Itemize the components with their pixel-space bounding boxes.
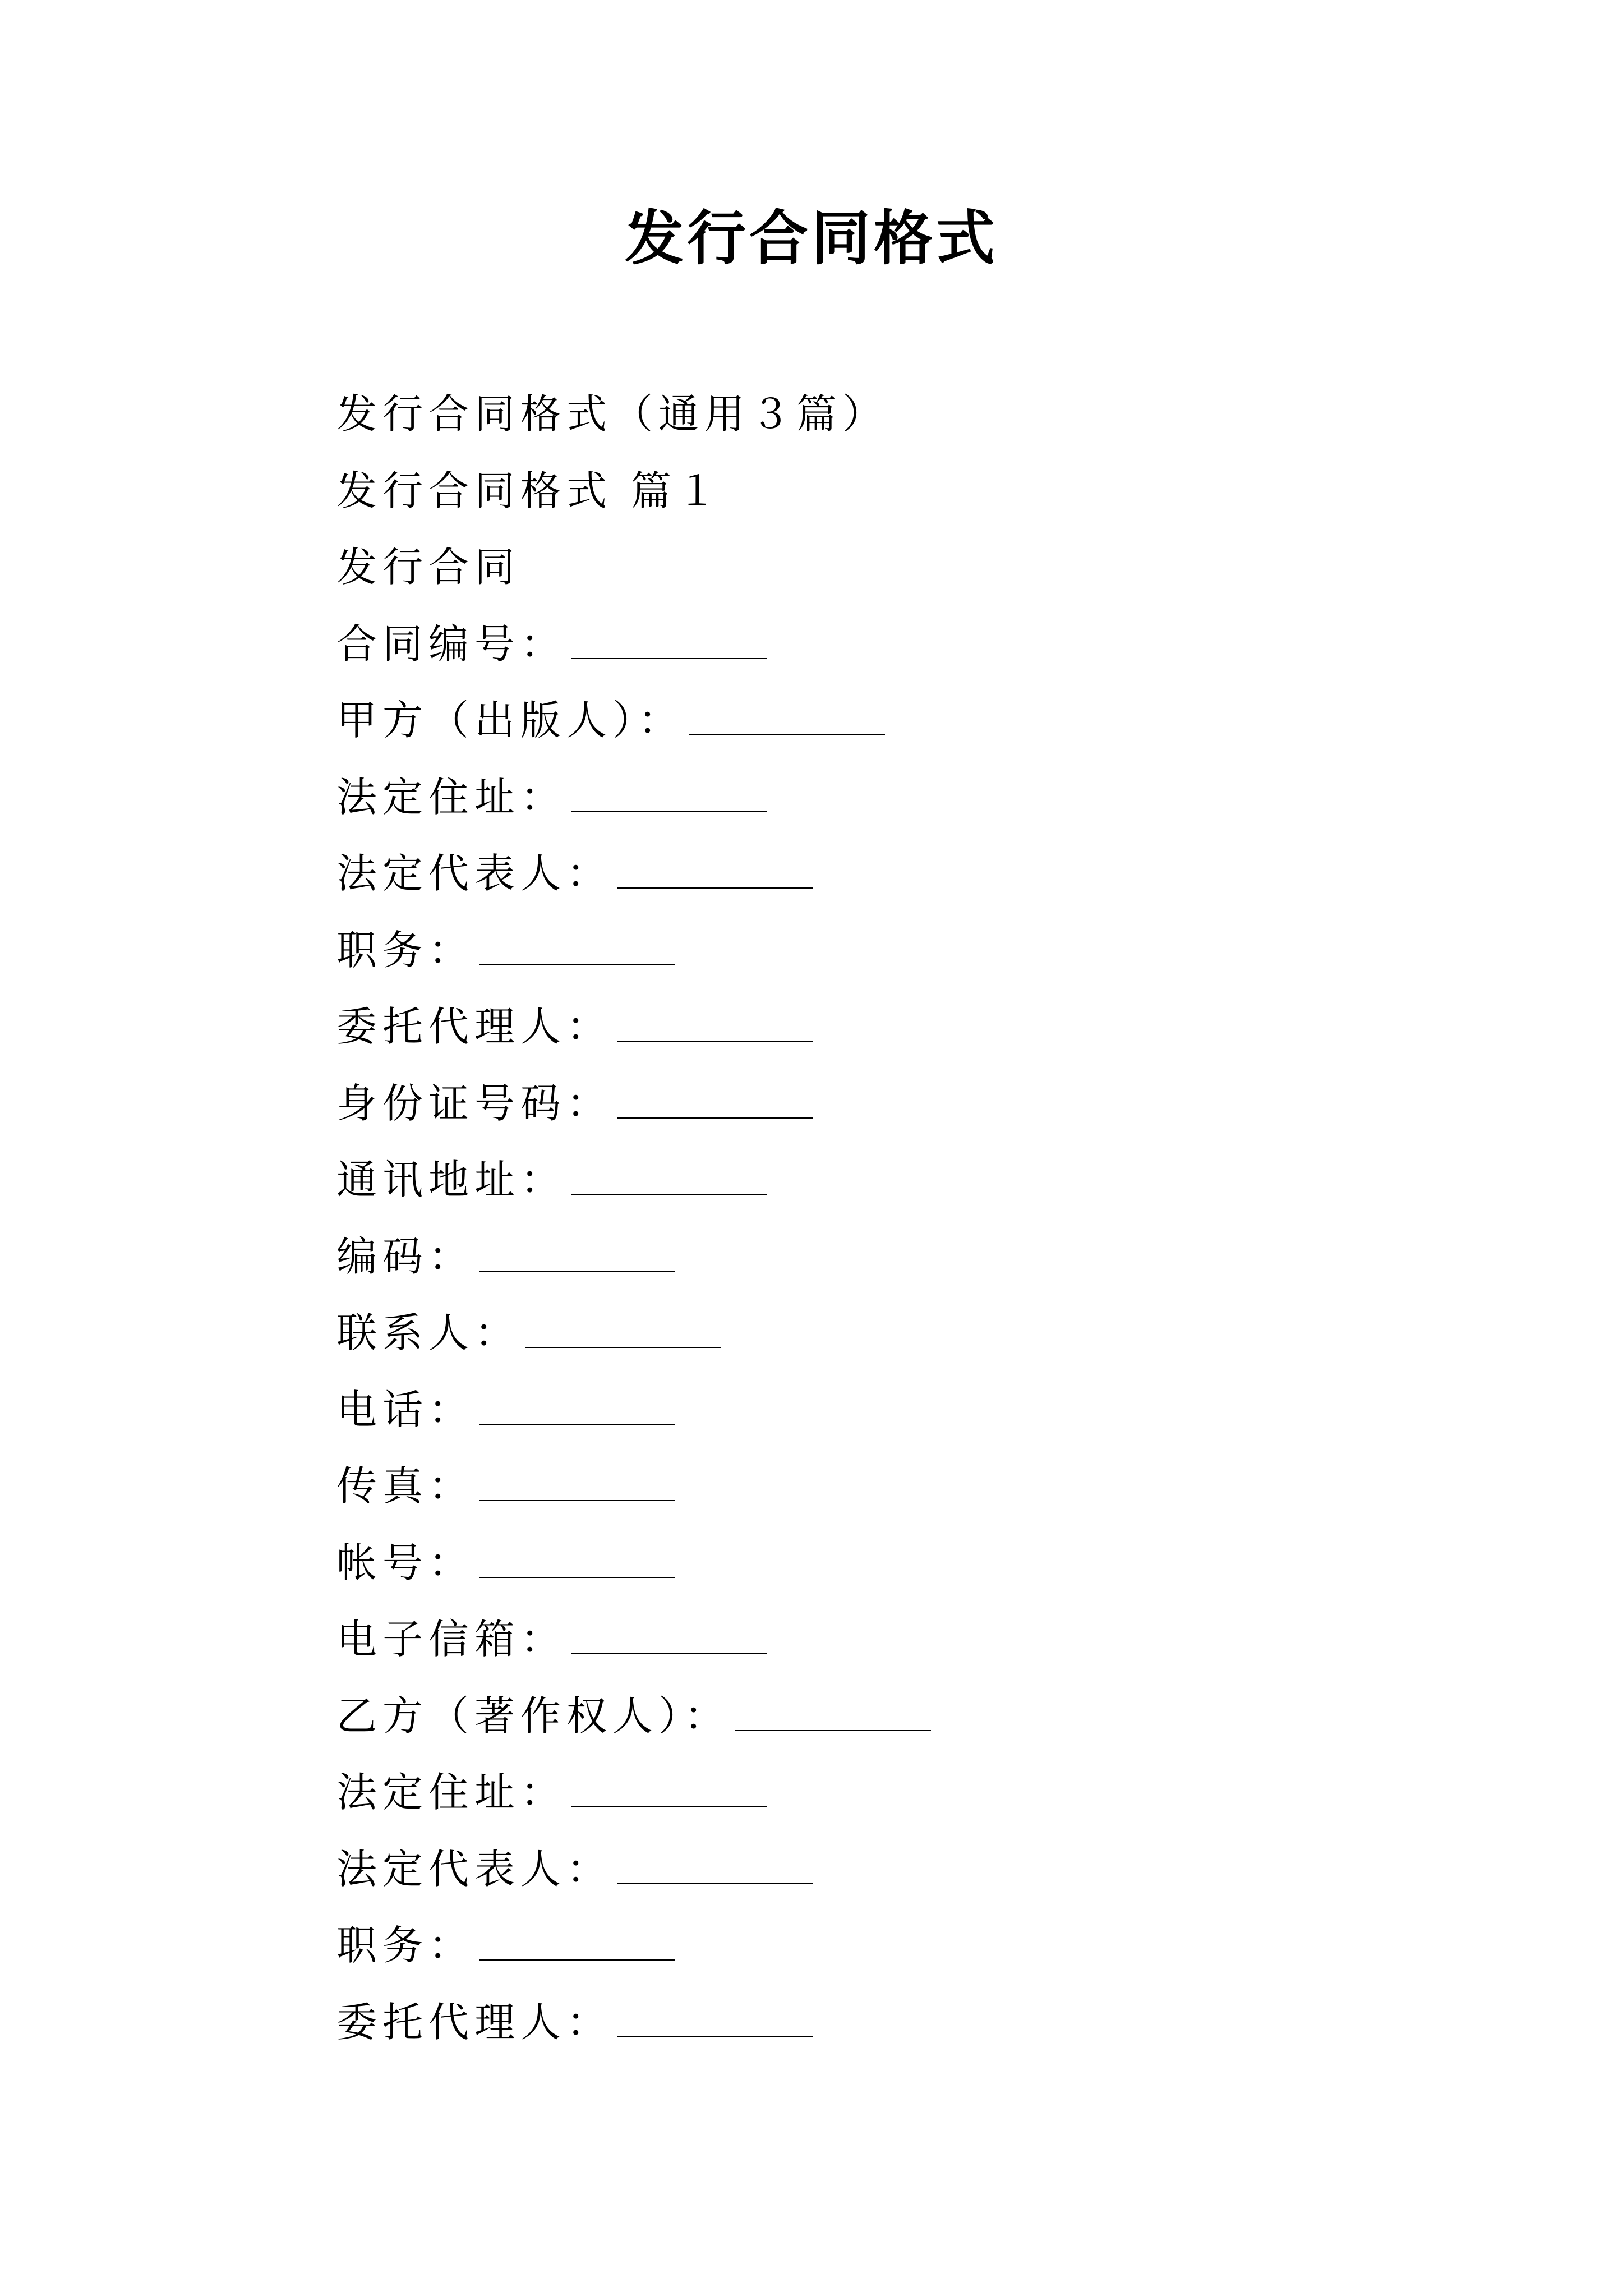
form-field-account <box>336 1525 1458 1602</box>
field-label: 法定代表人： <box>336 1845 613 1893</box>
field-label: 职务： <box>336 926 475 974</box>
field-label: 电话： <box>336 1386 475 1433</box>
field-label: 身份证号码： <box>336 1079 613 1127</box>
text-line: 发行合同格式（通用３篇） <box>336 390 889 438</box>
form-field-agent-a <box>336 988 1458 1065</box>
field-label: 电子信箱： <box>336 1616 567 1663</box>
fill-in-blank <box>617 854 813 889</box>
fill-in-blank <box>479 1390 675 1425</box>
form-field-address-a <box>336 759 1458 836</box>
form-field-phone <box>336 1372 1458 1448</box>
field-label: 委托代理人： <box>336 1003 613 1050</box>
form-field-position-a <box>336 912 1458 989</box>
form-field-mailing-address <box>336 1142 1458 1218</box>
form-field-email <box>336 1601 1458 1678</box>
form-field-fax <box>336 1448 1458 1525</box>
form-field-position-b <box>336 1907 1458 1984</box>
field-label: 通讯地址： <box>336 1156 567 1203</box>
field-label: 法定住址： <box>336 773 567 821</box>
field-label: 联系人： <box>336 1309 521 1356</box>
field-label: 乙方（著作权人）： <box>336 1692 731 1740</box>
form-field-party-b <box>336 1678 1458 1755</box>
form-field-party-a <box>336 682 1458 759</box>
fill-in-blank <box>735 1696 931 1731</box>
fill-in-blank <box>479 931 675 965</box>
fill-in-blank <box>479 1543 675 1578</box>
fill-in-blank <box>617 1849 813 1884</box>
field-label: 传真： <box>336 1462 475 1510</box>
document-title: 发行合同格式 <box>624 204 998 273</box>
field-label: 法定代表人： <box>336 850 613 897</box>
fill-in-blank <box>617 1084 813 1119</box>
form-field-id-number <box>336 1065 1458 1142</box>
fill-in-blank <box>479 1926 675 1961</box>
field-label: 合同编号： <box>336 620 567 668</box>
fill-in-blank <box>525 1313 721 1348</box>
field-label: 帐号： <box>336 1539 475 1586</box>
fill-in-blank <box>571 1619 767 1654</box>
form-field-representative-a <box>336 835 1458 912</box>
text-line: 发行合同 <box>336 544 521 591</box>
fill-in-blank <box>571 1160 767 1195</box>
field-label: 甲方（出版人）： <box>336 697 685 744</box>
fill-in-blank <box>617 1007 813 1042</box>
document-body <box>336 376 1458 2060</box>
text-line: 发行合同格式 篇１ <box>336 467 723 514</box>
form-field-postal-code <box>336 1218 1458 1295</box>
fill-in-blank <box>479 1466 675 1501</box>
field-label: 编码： <box>336 1232 475 1280</box>
fill-in-blank <box>571 777 767 812</box>
form-field-agent-b <box>336 1984 1458 2061</box>
fill-in-blank <box>617 2003 813 2037</box>
form-field-contact <box>336 1295 1458 1372</box>
fill-in-blank <box>689 701 885 735</box>
form-field-representative-b <box>336 1831 1458 1908</box>
fill-in-blank <box>479 1237 675 1272</box>
fill-in-blank <box>571 1773 767 1807</box>
field-label: 职务： <box>336 1922 475 1969</box>
form-field-address-b <box>336 1754 1458 1831</box>
form-field-contract-number <box>336 606 1458 683</box>
field-label: 法定住址： <box>336 1769 567 1816</box>
field-label: 委托代理人： <box>336 1998 613 2046</box>
fill-in-blank <box>571 624 767 659</box>
